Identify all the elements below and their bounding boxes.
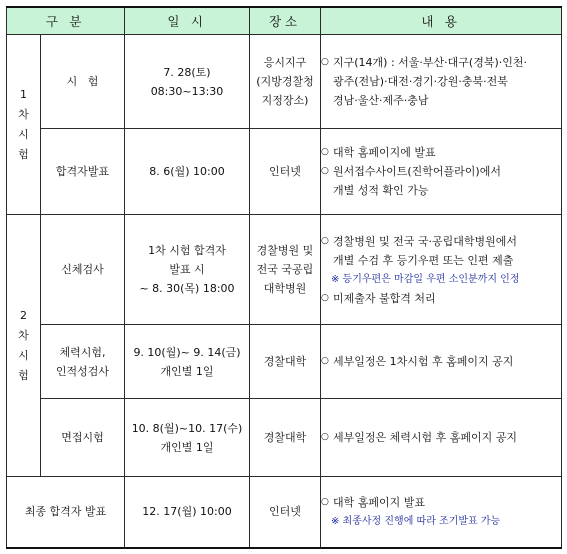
category-label: 인적성검사 (55, 364, 110, 378)
table-row (7, 325, 562, 399)
datetime-cell (125, 35, 250, 129)
category-cell (41, 129, 125, 215)
place-line: 경찰병원 및 (256, 244, 314, 257)
table-row (7, 129, 562, 215)
category-label: 합격자발표 (55, 165, 110, 178)
table-row (7, 35, 562, 129)
datetime-line: 12. 17(월) 10:00 (142, 505, 232, 519)
category-cell-final (7, 477, 125, 548)
datetime-line: 1차 시험 합격자 (148, 244, 226, 257)
content-cell (321, 215, 562, 325)
place-line: 경찰대학 (263, 431, 307, 444)
datetime-line: 8. 6(월) 10:00 (149, 165, 225, 178)
group-first-exam (7, 35, 41, 215)
place-cell (250, 399, 321, 477)
place-line: 인터넷 (269, 165, 301, 178)
group-second-exam (7, 215, 41, 477)
content-bullet: ○ 미제출자 불합격 처리 (321, 289, 561, 308)
place-cell (250, 215, 321, 325)
table-row (7, 215, 562, 325)
group-char: 1 (20, 87, 27, 101)
datetime-line: 발표 시 (169, 263, 205, 276)
datetime-cell (125, 215, 250, 325)
group-char: 차 (18, 328, 29, 342)
datetime-line: 10. 8(월)~10. 17(수) (131, 421, 243, 435)
datetime-line: 개인별 1일 (160, 364, 214, 378)
datetime-line: 9. 10(월)~ 9. 14(금) (133, 345, 241, 359)
content-bullet: ○ 원서접수사이트(진학어플라이)에서 (321, 162, 561, 181)
place-cell (250, 477, 321, 548)
datetime-line: 개인별 1일 (160, 440, 214, 454)
content-note: ※ 등기우편은 마감일 우편 소인분까지 인정 (331, 273, 520, 285)
content-cell (321, 399, 562, 477)
place-line: (지방경찰청 (256, 75, 314, 88)
category-label: 신체검사 (61, 263, 104, 276)
header-content: 내 용 (321, 7, 562, 35)
place-line: 지정장소) (261, 94, 309, 107)
datetime-cell (125, 129, 250, 215)
datetime-cell (125, 399, 250, 477)
content-line: 광주(전남)·대전·경기·강원·충북·전북 (333, 75, 508, 88)
exam-schedule-table (6, 6, 562, 549)
content-line: 개별 수검 후 등기우편 또는 인편 제출 (333, 253, 514, 267)
category-label: 최종 합격자 발표 (24, 505, 107, 519)
category-cell (41, 399, 125, 477)
place-cell (250, 325, 321, 399)
content-bullet: ○ 세부일정은 체력시험 후 홈페이지 공지 (321, 428, 561, 447)
group-char: 시 (18, 127, 29, 141)
place-line: 경찰대학 (263, 355, 307, 368)
datetime-line: 7. 28(토) (163, 65, 211, 79)
datetime-line: ~ 8. 30(목) 18:00 (139, 282, 235, 295)
category-cell (41, 325, 125, 399)
place-cell (250, 129, 321, 215)
place-line: 인터넷 (269, 505, 301, 519)
table-row (7, 477, 562, 548)
content-bullet: ○ 대학 홈페이지 발표 (321, 493, 561, 512)
group-char: 차 (18, 107, 29, 121)
group-char: 험 (18, 147, 29, 161)
header-category: 구 분 (7, 7, 125, 35)
category-label: 면접시험 (61, 431, 104, 444)
category-cell (41, 35, 125, 129)
group-char: 험 (18, 368, 29, 382)
category-cell (41, 215, 125, 325)
group-char: 시 (18, 348, 29, 362)
content-line: 개별 성적 확인 가능 (333, 184, 429, 197)
place-line: 전국 국공립 (256, 263, 314, 276)
content-bullet: ○ 세부일정은 1차시험 후 홈페이지 공지 (321, 352, 561, 371)
content-note: ※ 최종사정 진행에 따라 조기발표 가능 (331, 515, 501, 527)
content-cell (321, 129, 562, 215)
group-char: 2 (20, 308, 27, 322)
datetime-cell (125, 325, 250, 399)
category-label: 체력시험, (59, 345, 106, 359)
datetime-line: 08:30~13:30 (150, 84, 224, 98)
content-line: 경남·울산·제주·충남 (333, 94, 429, 107)
content-bullet: ○ 대학 홈페이지에 발표 (321, 143, 561, 162)
header-row (7, 7, 562, 35)
content-cell (321, 325, 562, 399)
datetime-cell (125, 477, 250, 548)
place-cell (250, 35, 321, 129)
content-bullet: ○ 지구(14개) : 서울·부산·대구(경북)·인천· (321, 53, 561, 72)
content-cell (321, 477, 562, 548)
category-label: 시 험 (66, 75, 99, 88)
place-line: 응시지구 (263, 56, 307, 69)
content-cell (321, 35, 562, 129)
header-place: 장소 (250, 7, 321, 35)
table-row (7, 399, 562, 477)
header-datetime: 일 시 (125, 7, 250, 35)
place-line: 대학병원 (263, 282, 307, 295)
content-bullet: ○ 경찰병원 및 전국 국·공립대학병원에서 (321, 232, 561, 251)
